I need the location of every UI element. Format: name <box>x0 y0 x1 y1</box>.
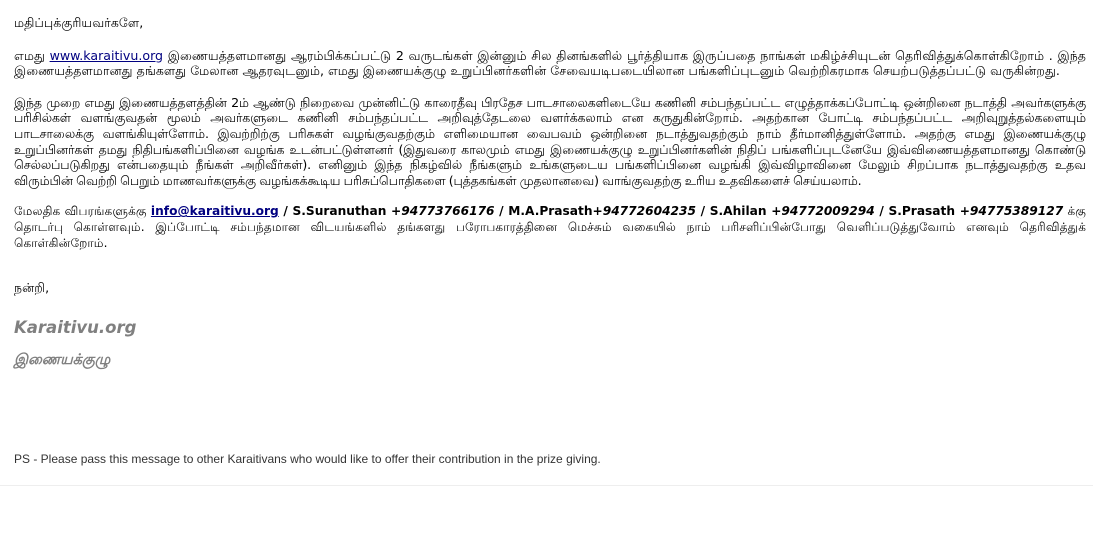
separator: / <box>874 204 889 219</box>
separator: / <box>494 204 509 219</box>
separator: / <box>278 204 293 219</box>
contact-phone-1: +94773766176 <box>391 204 495 219</box>
contact-name-1: S.Suranuthan <box>292 204 392 219</box>
postscript: PS - Please pass this message to other Karaitivans who would like to offer their contribution in the prize giving. <box>14 452 601 466</box>
intro-pre: எமது <box>14 47 50 63</box>
separator: / <box>696 204 710 219</box>
signature-team: இணையக்குழு <box>14 351 111 368</box>
email-link[interactable]: info@karaitivu.org <box>150 204 279 219</box>
signature-site: Karaitivu.org <box>14 317 137 337</box>
thanks-line: நன்றி, <box>14 280 50 296</box>
contact-intro: மேலதிக விபரங்களுக்கு <box>14 204 151 219</box>
bottom-divider <box>0 485 1093 486</box>
intro-paragraph <box>14 48 1086 79</box>
competition-paragraph: இந்த முறை எமது இணையத்தளத்தின் 2ம் ஆண்டு நிறைவை முன்னிட்டு காரைதீவு பிரதேச பாடசாலைகளிடையே கணினி சம்பந்தப்பட்ட எழுத்தாக்கப்போட்டி ஒன்றினை நடாத்தி அவர்களுக்கு பரிசில்கள் வளங்குவதன் மூலம் அவர்களுடை கணினி சம்பந்தப்பட்ட அறிவுத்தேடலை வளர்க்கலாம் என கருதுகின்றோம். அதற்கான போட்டி சம்பந்தப்பட்ட அறிவுறுத்தல்களையும் பாடசாலைக்கு வளங்கியுள்ளோம். இவற்றிற்கு பரிசுகள் வழங்குவதற்கும் எளிமையான வைபவம் ஒன்றினை நடாத்துவதற்கும் நாம் தீர்மானித்துள்ளோம். அதற்கு எமது இணையக்குழு உறுப்பினர்கள் தமது நிதிபங்களிப்பினை வழங்க உடன்பட்டுள்ளனர் (இதுவரை காலமும் எமது இணையக்குழு உறுப்பினர்களின் நிதிப் பங்களிப்புடனேயே இவ்விணையத்தளமானது கொண்டு செல்லப்படுகிறது என்பதையும் நீங்கள் அறிவீர்கள்). எனினும் இந்த நிகழ்வில் நீங்களும் உங்களுடைய பங்களிப்பினை வழங்கி இவ்விழாவினை மேலும் சிறப்பாக நடாத்துவதற்கு உதவ விரும்பின் வெற்றி பெறும் மாணவர்களுக்கு வழங்கக்கூடிய பரிசுப்பொதிகளை (புத்தகங்கள் முதலானவை) வாங்குவதற்கு உரிய உதவிகளைச் செய்யலாம். <box>14 94 1086 188</box>
letter-body <box>14 15 1086 369</box>
contact-phone-2: +94772604235 <box>592 204 696 219</box>
website-link[interactable]: www.karaitivu.org <box>49 47 164 63</box>
contact-name-2: M.A.Prasath <box>508 204 593 219</box>
contact-name-4: S.Prasath <box>888 204 960 219</box>
contact-name-3: S.Ahilan <box>709 204 772 219</box>
contact-phone-4: +94775389127 <box>959 204 1064 219</box>
contact-outro: க்கு தொடர்பு கொள்ளவும். இப்போட்டி சம்பந்தமான விடயங்களில் தங்களது பரோபகாரத்தினை மெச்சும் வகையில் நாம் பரிசளிப்பின்போது வெளிப்படுத்துவோம் எனவும் தெரிவித்துக் கொள்கின்றோம். <box>14 204 1087 250</box>
greeting: மதிப்புக்குரியவர்களே, <box>14 15 144 30</box>
intro-post: இணையத்தளமானது ஆரம்பிக்கப்பட்டு 2 வருடங்கள் இன்னும் சில தினங்களில் பூர்த்தியாக இருப்பதை நாங்கள் மகிழ்ச்சியுடன் தெரிவித்துக்கொள்கிறோம் . இந்த இணையத்தளமானது தங்களது மேலான ஆதரவுடனும், எமது இணையக்குழு உறுப்பினர்களின் சேவையடிபடையிலான பங்களிப்புடனும் வெற்றிகரமாக செயற்படுத்தப்பட்டு வருகின்றது. <box>14 47 1086 79</box>
contact-paragraph <box>14 204 1086 251</box>
contact-phone-3: +94772009294 <box>771 204 875 219</box>
